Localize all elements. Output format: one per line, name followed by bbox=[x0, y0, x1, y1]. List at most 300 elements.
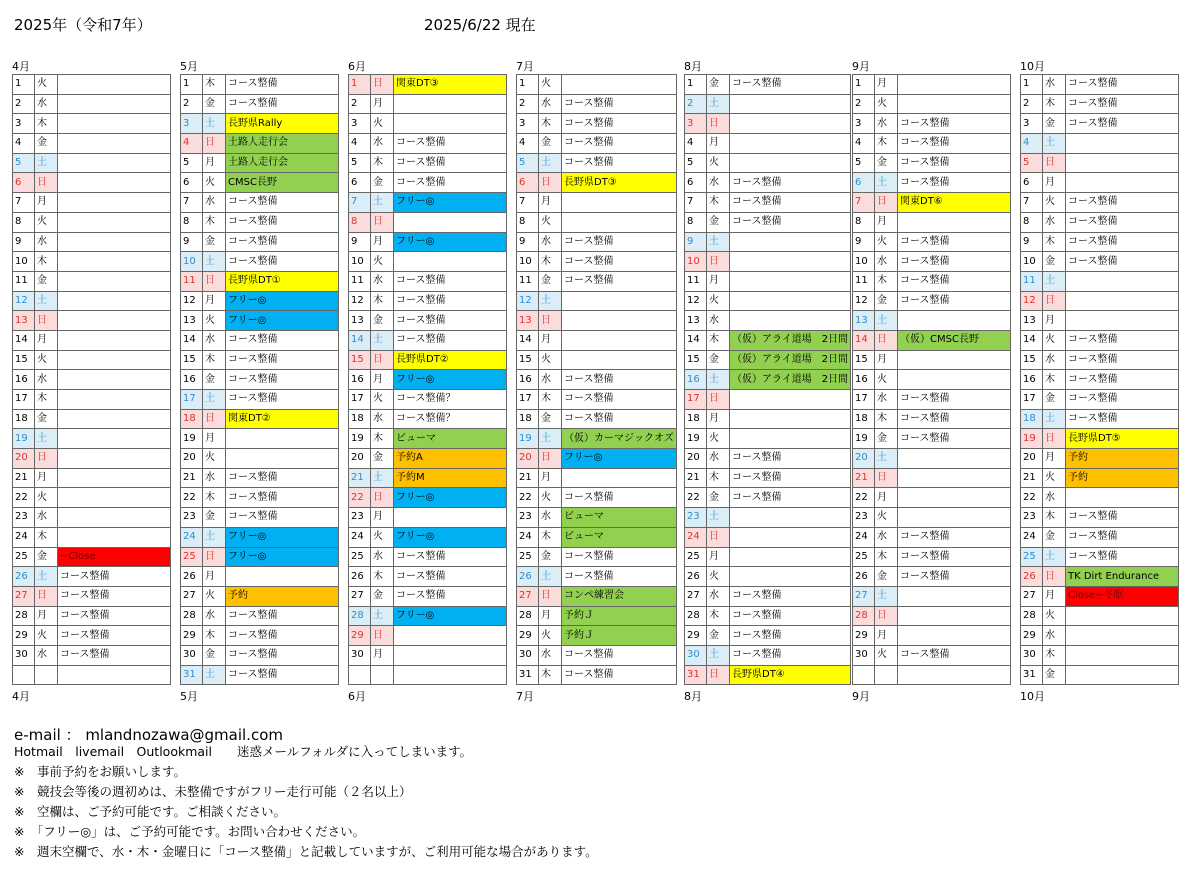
event-cell[interactable]: コース整備 bbox=[562, 488, 677, 508]
event-cell[interactable]: コース整備 bbox=[226, 468, 339, 488]
day-number: 8 bbox=[349, 212, 371, 232]
event-cell[interactable]: コース整備 bbox=[1066, 330, 1179, 350]
event-cell[interactable] bbox=[58, 94, 171, 114]
event-cell[interactable]: コース整備 bbox=[226, 232, 339, 252]
event-cell[interactable] bbox=[730, 547, 851, 567]
event-cell[interactable] bbox=[730, 232, 851, 252]
event-cell[interactable]: コース整備 bbox=[562, 134, 677, 154]
event-cell[interactable] bbox=[898, 212, 1011, 232]
event-cell[interactable]: コース整備 bbox=[1066, 547, 1179, 567]
weekday: 金 bbox=[875, 291, 898, 311]
event-cell[interactable]: ビューマ bbox=[562, 527, 677, 547]
event-cell[interactable] bbox=[58, 271, 171, 291]
day-number: 12 bbox=[517, 291, 539, 311]
event-cell[interactable] bbox=[898, 75, 1011, 95]
day-row bbox=[181, 271, 339, 291]
day-row bbox=[517, 311, 677, 331]
event-cell[interactable]: 関東DT② bbox=[226, 409, 339, 429]
event-cell[interactable]: コース整備 bbox=[562, 409, 677, 429]
event-cell[interactable]: コース整備 bbox=[730, 173, 851, 193]
event-cell[interactable]: 関東DT⑥ bbox=[898, 193, 1011, 213]
day-row bbox=[517, 114, 677, 134]
event-cell[interactable]: 長野県DT④ bbox=[730, 665, 851, 685]
event-cell[interactable] bbox=[1066, 606, 1179, 626]
event-cell[interactable]: コース整備 bbox=[394, 567, 507, 587]
day-row bbox=[685, 488, 851, 508]
email-address[interactable]: e-mail ： mlandnozawa@gmail.com bbox=[14, 726, 283, 744]
day-number: 2 bbox=[349, 94, 371, 114]
event-cell[interactable]: コンペ練習会 bbox=[562, 586, 677, 606]
event-cell[interactable]: コース整備 bbox=[898, 134, 1011, 154]
day-number: 4 bbox=[349, 134, 371, 154]
event-cell[interactable]: コース整備 bbox=[730, 626, 851, 646]
event-cell[interactable]: コース整備 bbox=[898, 291, 1011, 311]
event-cell[interactable] bbox=[58, 429, 171, 449]
event-cell[interactable] bbox=[730, 311, 851, 331]
day-number: 28 bbox=[349, 606, 371, 626]
day-number: 4 bbox=[685, 134, 707, 154]
event-cell[interactable]: コース整備 bbox=[226, 645, 339, 665]
event-cell[interactable]: CMSC長野 bbox=[226, 173, 339, 193]
event-cell[interactable] bbox=[58, 311, 171, 331]
event-cell[interactable] bbox=[1066, 665, 1179, 685]
event-cell[interactable] bbox=[394, 114, 507, 134]
weekday: 土 bbox=[371, 606, 394, 626]
event-cell[interactable]: コース整備 bbox=[226, 94, 339, 114]
event-cell[interactable]: コース整備 bbox=[58, 606, 171, 626]
event-cell[interactable]: コース整備 bbox=[898, 567, 1011, 587]
event-cell[interactable]: コース整備 bbox=[898, 114, 1011, 134]
event-cell[interactable] bbox=[226, 449, 339, 469]
day-row bbox=[349, 586, 507, 606]
event-cell[interactable]: コース整備 bbox=[58, 645, 171, 665]
event-cell[interactable]: コース整備 bbox=[730, 468, 851, 488]
event-cell[interactable]: 予約 bbox=[1066, 468, 1179, 488]
event-cell[interactable]: コース整備 bbox=[394, 173, 507, 193]
event-cell[interactable]: コース整備 bbox=[1066, 114, 1179, 134]
day-row bbox=[349, 134, 507, 154]
event-cell[interactable]: 長野県DT⑤ bbox=[1066, 429, 1179, 449]
event-cell[interactable] bbox=[58, 153, 171, 173]
event-cell[interactable]: コース整備 bbox=[898, 173, 1011, 193]
day-number: 4 bbox=[13, 134, 35, 154]
event-cell[interactable] bbox=[226, 429, 339, 449]
event-cell[interactable]: コース整備 bbox=[1066, 94, 1179, 114]
event-cell[interactable] bbox=[730, 291, 851, 311]
event-cell[interactable] bbox=[1066, 134, 1179, 154]
event-cell[interactable]: フリー◎ bbox=[226, 547, 339, 567]
event-cell[interactable]: TK Dirt Endurance bbox=[1066, 567, 1179, 587]
event-cell[interactable]: コース整備 bbox=[394, 153, 507, 173]
event-cell[interactable]: ビューマ bbox=[394, 429, 507, 449]
event-cell[interactable] bbox=[562, 350, 677, 370]
event-cell[interactable] bbox=[898, 606, 1011, 626]
event-cell[interactable]: コース整備 bbox=[226, 330, 339, 350]
weekday: 土 bbox=[875, 173, 898, 193]
event-cell[interactable]: 予約 bbox=[226, 586, 339, 606]
day-number: 21 bbox=[853, 468, 875, 488]
day-row bbox=[1021, 134, 1179, 154]
day-number: 14 bbox=[1021, 330, 1043, 350]
day-row bbox=[13, 193, 171, 213]
event-cell[interactable]: コース整備 bbox=[394, 586, 507, 606]
event-cell[interactable]: コース整備 bbox=[226, 252, 339, 272]
event-cell[interactable] bbox=[58, 508, 171, 528]
day-row bbox=[517, 645, 677, 665]
event-cell[interactable]: コース整備 bbox=[1066, 212, 1179, 232]
event-cell[interactable]: コース整備 bbox=[226, 606, 339, 626]
day-row bbox=[853, 114, 1011, 134]
event-cell[interactable]: コース整備 bbox=[226, 212, 339, 232]
event-cell[interactable]: コース整備 bbox=[730, 645, 851, 665]
day-number: 25 bbox=[181, 547, 203, 567]
event-cell[interactable]: 予約 bbox=[1066, 449, 1179, 469]
day-row bbox=[853, 606, 1011, 626]
event-cell[interactable]: コース整備 bbox=[730, 193, 851, 213]
event-cell[interactable]: フリー◎ bbox=[562, 449, 677, 469]
weekday: 木 bbox=[539, 114, 562, 134]
event-cell[interactable] bbox=[58, 409, 171, 429]
event-cell[interactable] bbox=[58, 370, 171, 390]
event-cell[interactable] bbox=[730, 94, 851, 114]
event-cell[interactable]: コース整備？ bbox=[394, 409, 507, 429]
event-cell[interactable] bbox=[730, 527, 851, 547]
event-cell[interactable] bbox=[898, 586, 1011, 606]
day-row bbox=[1021, 75, 1179, 95]
as-of-date: 2025/6/22 現在 bbox=[424, 16, 536, 34]
event-cell[interactable] bbox=[730, 252, 851, 272]
event-cell[interactable] bbox=[394, 665, 507, 685]
event-cell[interactable]: コース整備 bbox=[562, 370, 677, 390]
day-row bbox=[181, 449, 339, 469]
day-row bbox=[1021, 488, 1179, 508]
event-cell[interactable]: コース整備 bbox=[226, 508, 339, 528]
weekday: 水 bbox=[371, 134, 394, 154]
event-cell[interactable]: フリー◎ bbox=[226, 527, 339, 547]
event-cell[interactable]: フリー◎ bbox=[394, 527, 507, 547]
weekday: 日 bbox=[371, 350, 394, 370]
event-cell[interactable] bbox=[58, 350, 171, 370]
event-cell[interactable]: 予約Ｊ bbox=[562, 626, 677, 646]
event-cell[interactable] bbox=[730, 567, 851, 587]
event-cell[interactable] bbox=[58, 232, 171, 252]
weekday: 土 bbox=[875, 311, 898, 331]
event-cell[interactable] bbox=[898, 94, 1011, 114]
event-cell[interactable]: 予約M bbox=[394, 468, 507, 488]
event-cell[interactable] bbox=[394, 626, 507, 646]
event-cell[interactable]: コース整備 bbox=[562, 153, 677, 173]
event-cell[interactable] bbox=[1066, 626, 1179, 646]
event-cell[interactable]: コース整備 bbox=[226, 370, 339, 390]
event-cell[interactable]: 長野県DT② bbox=[394, 350, 507, 370]
event-cell[interactable]: コース整備 bbox=[394, 134, 507, 154]
day-row bbox=[853, 527, 1011, 547]
event-cell[interactable]: コース整備 bbox=[898, 429, 1011, 449]
event-cell[interactable] bbox=[1066, 645, 1179, 665]
weekday: 水 bbox=[35, 645, 58, 665]
event-cell[interactable]: フリー◎ bbox=[394, 370, 507, 390]
event-cell[interactable] bbox=[58, 449, 171, 469]
weekday: 火 bbox=[371, 114, 394, 134]
event-cell[interactable]: コース整備 bbox=[1066, 75, 1179, 95]
event-cell[interactable] bbox=[562, 468, 677, 488]
event-cell[interactable] bbox=[394, 645, 507, 665]
day-row bbox=[13, 567, 171, 587]
event-cell[interactable] bbox=[58, 330, 171, 350]
event-cell[interactable] bbox=[898, 311, 1011, 331]
event-cell[interactable]: コース整備 bbox=[226, 390, 339, 410]
event-cell[interactable]: コース整備 bbox=[226, 626, 339, 646]
day-row bbox=[1021, 350, 1179, 370]
day-row bbox=[13, 527, 171, 547]
event-cell[interactable]: コース整備 bbox=[562, 94, 677, 114]
event-cell[interactable]: コース整備？ bbox=[394, 390, 507, 410]
day-number: 22 bbox=[853, 488, 875, 508]
weekday: 火 bbox=[35, 212, 58, 232]
event-cell[interactable]: コース整備 bbox=[562, 645, 677, 665]
event-cell[interactable]: コース整備 bbox=[1066, 350, 1179, 370]
event-cell[interactable]: コース整備 bbox=[562, 547, 677, 567]
event-cell[interactable]: （仮）アライ道場 2日間 bbox=[730, 350, 851, 370]
event-cell[interactable] bbox=[1066, 153, 1179, 173]
day-number: 28 bbox=[517, 606, 539, 626]
event-cell[interactable] bbox=[58, 173, 171, 193]
event-cell[interactable] bbox=[562, 75, 677, 95]
event-cell[interactable] bbox=[394, 252, 507, 272]
event-cell[interactable] bbox=[58, 193, 171, 213]
day-number: 3 bbox=[517, 114, 539, 134]
weekday: 日 bbox=[35, 449, 58, 469]
event-cell[interactable] bbox=[898, 468, 1011, 488]
event-cell[interactable] bbox=[730, 271, 851, 291]
event-cell[interactable] bbox=[58, 114, 171, 134]
day-number: 7 bbox=[1021, 193, 1043, 213]
event-cell[interactable]: コース整備 bbox=[898, 645, 1011, 665]
event-cell[interactable]: コース整備 bbox=[898, 271, 1011, 291]
event-cell[interactable]: コース整備 bbox=[1066, 232, 1179, 252]
event-cell[interactable]: コース整備 bbox=[898, 390, 1011, 410]
event-cell[interactable]: コース整備 bbox=[898, 232, 1011, 252]
event-cell[interactable]: ~Close bbox=[58, 547, 171, 567]
event-cell[interactable] bbox=[58, 488, 171, 508]
event-cell[interactable]: コース整備 bbox=[898, 252, 1011, 272]
event-cell[interactable]: コース整備 bbox=[58, 586, 171, 606]
event-cell[interactable] bbox=[1066, 311, 1179, 331]
weekday: 水 bbox=[1043, 350, 1066, 370]
event-cell[interactable]: （仮）カーマジックオズ bbox=[562, 429, 677, 449]
event-cell[interactable] bbox=[562, 193, 677, 213]
day-row bbox=[181, 173, 339, 193]
event-cell[interactable] bbox=[58, 468, 171, 488]
event-cell[interactable] bbox=[1066, 291, 1179, 311]
event-cell[interactable]: （仮）アライ道場 2日間 bbox=[730, 330, 851, 350]
event-cell[interactable]: コース整備 bbox=[1066, 193, 1179, 213]
day-number: 5 bbox=[685, 153, 707, 173]
event-cell[interactable] bbox=[58, 252, 171, 272]
event-cell[interactable]: コース整備 bbox=[394, 271, 507, 291]
day-number: 22 bbox=[685, 488, 707, 508]
event-cell[interactable]: コース整備 bbox=[1066, 508, 1179, 528]
event-cell[interactable] bbox=[898, 488, 1011, 508]
day-number: 18 bbox=[13, 409, 35, 429]
day-number: 11 bbox=[13, 271, 35, 291]
event-cell[interactable] bbox=[730, 114, 851, 134]
event-cell[interactable] bbox=[898, 665, 1011, 685]
event-cell[interactable] bbox=[730, 134, 851, 154]
event-cell[interactable] bbox=[730, 153, 851, 173]
event-cell[interactable]: フリー◎ bbox=[394, 606, 507, 626]
event-cell[interactable]: 予約Ｊ bbox=[562, 606, 677, 626]
event-cell[interactable] bbox=[394, 212, 507, 232]
event-cell[interactable] bbox=[58, 665, 171, 685]
event-cell[interactable]: コース整備 bbox=[394, 291, 507, 311]
event-cell[interactable] bbox=[730, 508, 851, 528]
event-cell[interactable] bbox=[898, 449, 1011, 469]
event-cell[interactable]: 関東DT③ bbox=[394, 75, 507, 95]
event-cell[interactable]: コース整備 bbox=[898, 409, 1011, 429]
event-cell[interactable]: コース整備 bbox=[562, 232, 677, 252]
event-cell[interactable] bbox=[898, 350, 1011, 370]
weekday: 木 bbox=[371, 153, 394, 173]
day-row bbox=[181, 232, 339, 252]
weekday: 土 bbox=[1043, 134, 1066, 154]
event-cell[interactable]: 長野県Rally bbox=[226, 114, 339, 134]
day-row bbox=[1021, 193, 1179, 213]
event-cell[interactable]: コース整備 bbox=[730, 586, 851, 606]
event-cell[interactable] bbox=[58, 212, 171, 232]
event-cell[interactable] bbox=[58, 291, 171, 311]
event-cell[interactable]: コース整備 bbox=[562, 665, 677, 685]
event-cell[interactable]: フリー◎ bbox=[394, 193, 507, 213]
event-cell[interactable] bbox=[898, 370, 1011, 390]
event-cell[interactable] bbox=[730, 390, 851, 410]
event-cell[interactable]: 長野県DT① bbox=[226, 271, 339, 291]
event-cell[interactable] bbox=[562, 291, 677, 311]
weekday: 木 bbox=[371, 567, 394, 587]
event-cell[interactable]: フリー◎ bbox=[394, 488, 507, 508]
event-cell[interactable]: コース整備 bbox=[226, 75, 339, 95]
weekday: 月 bbox=[371, 645, 394, 665]
event-cell[interactable]: 土路人走行会 bbox=[226, 153, 339, 173]
event-cell[interactable]: コース整備 bbox=[562, 390, 677, 410]
event-cell[interactable] bbox=[562, 212, 677, 232]
weekday: 月 bbox=[35, 193, 58, 213]
event-cell[interactable]: コース整備 bbox=[226, 665, 339, 685]
event-cell[interactable] bbox=[394, 508, 507, 528]
event-cell[interactable]: コース整備 bbox=[58, 626, 171, 646]
event-cell[interactable]: コース整備 bbox=[730, 212, 851, 232]
month-label-bottom: 6月 bbox=[348, 690, 366, 703]
event-cell[interactable] bbox=[58, 390, 171, 410]
event-cell[interactable]: 長野県DT③ bbox=[562, 173, 677, 193]
event-cell[interactable]: コース整備 bbox=[562, 567, 677, 587]
event-cell[interactable]: コース整備 bbox=[394, 330, 507, 350]
event-cell[interactable]: コース整備 bbox=[1066, 390, 1179, 410]
event-cell[interactable]: コース整備 bbox=[226, 350, 339, 370]
day-row bbox=[1021, 271, 1179, 291]
event-cell[interactable]: ビューマ bbox=[562, 508, 677, 528]
event-cell[interactable]: コース整備 bbox=[898, 547, 1011, 567]
event-cell[interactable] bbox=[562, 330, 677, 350]
day-number: 23 bbox=[349, 508, 371, 528]
event-cell[interactable]: コース整備 bbox=[1066, 409, 1179, 429]
day-number: 29 bbox=[1021, 626, 1043, 646]
event-cell[interactable]: フリー◎ bbox=[226, 291, 339, 311]
event-cell[interactable] bbox=[58, 134, 171, 154]
event-cell[interactable] bbox=[1066, 173, 1179, 193]
event-cell[interactable] bbox=[58, 527, 171, 547]
day-row bbox=[853, 409, 1011, 429]
event-cell[interactable]: Close~冬眠 bbox=[1066, 586, 1179, 606]
event-cell[interactable]: コース整備 bbox=[394, 547, 507, 567]
event-cell[interactable]: コース整備 bbox=[898, 527, 1011, 547]
day-number: 17 bbox=[13, 390, 35, 410]
event-cell[interactable]: コース整備 bbox=[1066, 527, 1179, 547]
event-cell[interactable] bbox=[226, 567, 339, 587]
event-cell[interactable]: （仮）アライ道場 2日間 bbox=[730, 370, 851, 390]
event-cell[interactable] bbox=[730, 409, 851, 429]
event-cell[interactable]: コース整備 bbox=[562, 271, 677, 291]
day-number: 6 bbox=[685, 173, 707, 193]
day-row bbox=[181, 134, 339, 154]
day-row bbox=[349, 626, 507, 646]
weekday: 月 bbox=[1043, 311, 1066, 331]
day-row bbox=[853, 547, 1011, 567]
event-cell[interactable] bbox=[562, 311, 677, 331]
event-cell[interactable] bbox=[394, 94, 507, 114]
event-cell[interactable]: （仮）CMSC長野 bbox=[898, 330, 1011, 350]
day-row bbox=[349, 645, 507, 665]
event-cell[interactable]: コース整備 bbox=[1066, 252, 1179, 272]
event-cell[interactable] bbox=[730, 429, 851, 449]
weekday: 木 bbox=[1043, 370, 1066, 390]
event-cell[interactable]: フリー◎ bbox=[226, 311, 339, 331]
day-row bbox=[181, 429, 339, 449]
event-cell[interactable]: フリー◎ bbox=[394, 232, 507, 252]
day-number: 22 bbox=[517, 488, 539, 508]
event-cell[interactable]: 予約A bbox=[394, 449, 507, 469]
event-cell[interactable]: コース整備 bbox=[730, 606, 851, 626]
event-cell[interactable] bbox=[898, 508, 1011, 528]
day-row bbox=[853, 488, 1011, 508]
event-cell[interactable]: コース整備 bbox=[898, 153, 1011, 173]
weekday: 日 bbox=[35, 311, 58, 331]
day-row bbox=[853, 645, 1011, 665]
event-cell[interactable]: 土路人走行会 bbox=[226, 134, 339, 154]
event-cell[interactable] bbox=[898, 626, 1011, 646]
weekday: 金 bbox=[203, 370, 226, 390]
day-row bbox=[1021, 232, 1179, 252]
event-cell[interactable]: コース整備 bbox=[730, 488, 851, 508]
event-cell[interactable]: コース整備 bbox=[394, 311, 507, 331]
event-cell[interactable]: コース整備 bbox=[1066, 370, 1179, 390]
event-cell[interactable] bbox=[58, 75, 171, 95]
event-cell[interactable]: コース整備 bbox=[226, 488, 339, 508]
event-cell[interactable]: コース整備 bbox=[562, 114, 677, 134]
event-cell[interactable]: コース整備 bbox=[562, 252, 677, 272]
day-number: 16 bbox=[517, 370, 539, 390]
event-cell[interactable]: コース整備 bbox=[730, 449, 851, 469]
event-cell[interactable]: コース整備 bbox=[58, 567, 171, 587]
day-row bbox=[853, 330, 1011, 350]
weekday: 金 bbox=[35, 134, 58, 154]
event-cell[interactable] bbox=[1066, 488, 1179, 508]
event-cell[interactable]: コース整備 bbox=[226, 193, 339, 213]
event-cell[interactable] bbox=[1066, 271, 1179, 291]
weekday: 日 bbox=[707, 114, 730, 134]
event-cell[interactable]: コース整備 bbox=[730, 75, 851, 95]
weekday: 土 bbox=[707, 94, 730, 114]
